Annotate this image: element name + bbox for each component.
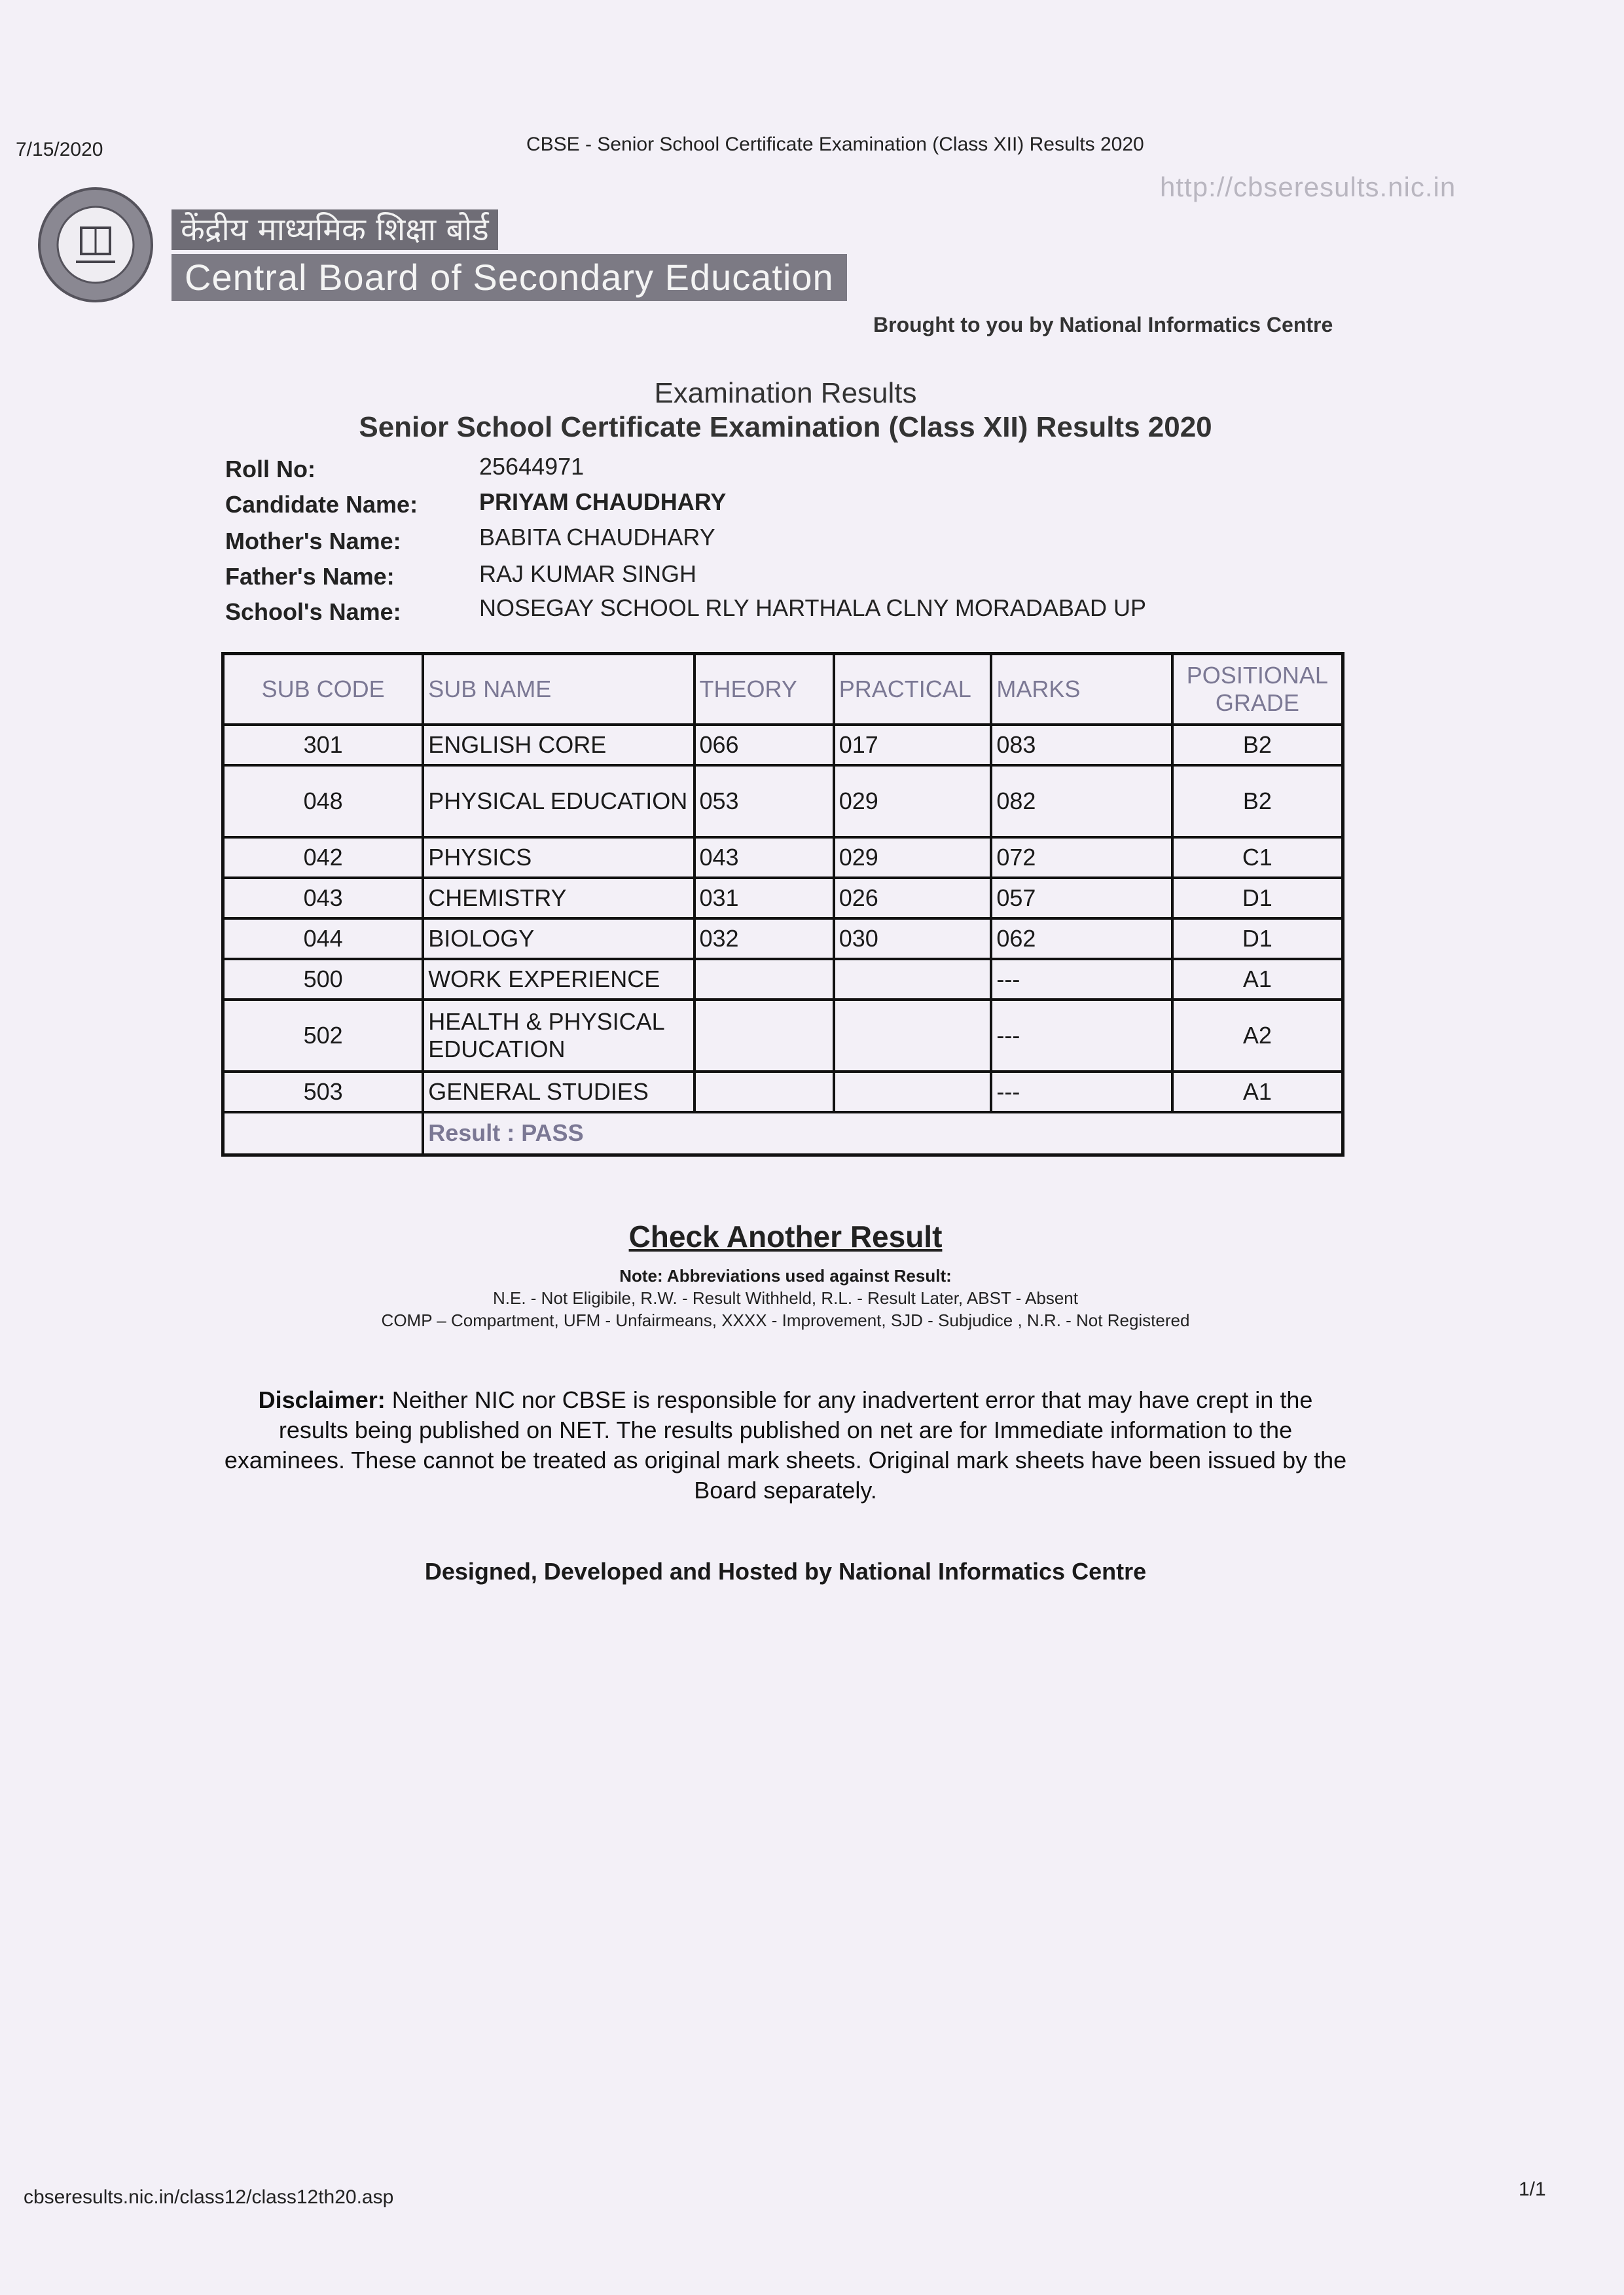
header-sub-code: SUB CODE xyxy=(223,654,424,725)
footer-url: cbseresults.nic.in/class12/class12th20.asp xyxy=(24,2186,394,2208)
sub-name: CHEMISTRY xyxy=(423,878,694,918)
check-another-result-link[interactable]: Check Another Result xyxy=(628,1220,943,1254)
theory xyxy=(695,1072,834,1112)
english-board-name: Central Board of Secondary Education xyxy=(171,254,847,301)
school-name-label: School's Name: xyxy=(225,598,401,625)
cbse-emblem-icon xyxy=(34,183,157,306)
table-header-row xyxy=(223,654,1343,725)
page-number: 1/1 xyxy=(1519,2178,1546,2200)
grade: A1 xyxy=(1172,959,1343,1000)
marks: 082 xyxy=(991,765,1172,837)
sub-code: 042 xyxy=(223,837,424,878)
theory: 043 xyxy=(695,837,834,878)
candidate-name-label: Candidate Name: xyxy=(225,491,418,518)
disclaimer-label: Disclaimer: xyxy=(258,1386,386,1413)
hindi-board-name: केंद्रीय माध्यमिक शिक्षा बोर्ड xyxy=(171,209,498,250)
table-row xyxy=(223,725,1343,765)
sub-code: 301 xyxy=(223,725,424,765)
grade: C1 xyxy=(1172,837,1343,878)
print-date: 7/15/2020 xyxy=(16,139,103,160)
mother-name-value: BABITA CHAUDHARY xyxy=(479,524,715,551)
marks: 083 xyxy=(991,725,1172,765)
sub-name: WORK EXPERIENCE xyxy=(423,959,694,1000)
practical xyxy=(834,959,992,1000)
sub-code: 043 xyxy=(223,878,424,918)
theory: 066 xyxy=(695,725,834,765)
sub-code: 502 xyxy=(223,1000,424,1072)
practical xyxy=(834,1000,992,1072)
theory: 031 xyxy=(695,878,834,918)
marks: 057 xyxy=(991,878,1172,918)
sub-code: 503 xyxy=(223,1072,424,1112)
sub-name: HEALTH & PHYSICAL EDUCATION xyxy=(423,1000,694,1072)
school-name-value: NOSEGAY SCHOOL RLY HARTHALA CLNY MORADABAD UP xyxy=(479,594,1146,621)
designed-by-text: Designed, Developed and Hosted by National Informatics Centre xyxy=(424,1558,1147,1585)
result-status: Result : PASS xyxy=(423,1112,1343,1155)
theory xyxy=(695,959,834,1000)
print-title: CBSE - Senior School Certificate Examination (Class XII) Results 2020 xyxy=(526,134,1144,155)
disclaimer-text: Neither NIC nor CBSE is responsible for any inadvertent error that may have crept in the results being published on NET. The results published on net are for Immediate information to the examinees. These cannot be treated as original mark sheets. Original mark sheets have been issued by the Board separately. xyxy=(224,1386,1347,1504)
practical: 029 xyxy=(834,837,992,878)
grade: D1 xyxy=(1172,878,1343,918)
practical xyxy=(834,1072,992,1112)
grade: B2 xyxy=(1172,765,1343,837)
sub-name: PHYSICAL EDUCATION xyxy=(423,765,694,837)
grade: B2 xyxy=(1172,725,1343,765)
table-row xyxy=(223,837,1343,878)
page-subtitle: Senior School Certificate Examination (Class XII) Results 2020 xyxy=(359,411,1212,443)
roll-label: Roll No: xyxy=(225,456,316,482)
sub-code: 048 xyxy=(223,765,424,837)
table-row xyxy=(223,1072,1343,1112)
marks: --- xyxy=(991,1072,1172,1112)
table-row xyxy=(223,878,1343,918)
disclaimer xyxy=(223,1385,1348,1506)
mother-name-label: Mother's Name: xyxy=(225,528,401,554)
sub-name: PHYSICS xyxy=(423,837,694,878)
grade: D1 xyxy=(1172,918,1343,959)
note-line-2: COMP – Compartment, UFM - Unfairmeans, XXXX - Improvement, SJD - Subjudice , N.R. - Not Registered xyxy=(381,1310,1190,1330)
grade: A2 xyxy=(1172,1000,1343,1072)
practical: 029 xyxy=(834,765,992,837)
results-table xyxy=(221,652,1344,1157)
marks: --- xyxy=(991,959,1172,1000)
marks: --- xyxy=(991,1000,1172,1072)
header-theory: THEORY xyxy=(695,654,834,725)
header-marks: MARKS xyxy=(991,654,1172,725)
brought-by-text: Brought to you by National Informatics Centre xyxy=(873,313,1333,336)
sub-code: 044 xyxy=(223,918,424,959)
page-title: Examination Results xyxy=(654,377,917,409)
table-row xyxy=(223,918,1343,959)
result-spacer-cell xyxy=(223,1112,424,1155)
practical: 026 xyxy=(834,878,992,918)
sub-name: BIOLOGY xyxy=(423,918,694,959)
father-name-label: Father's Name: xyxy=(225,563,395,590)
candidate-name-value: PRIYAM CHAUDHARY xyxy=(479,488,727,515)
marks: 062 xyxy=(991,918,1172,959)
header-practical: PRACTICAL xyxy=(834,654,992,725)
sub-code: 500 xyxy=(223,959,424,1000)
result-row xyxy=(223,1112,1343,1155)
sub-name: GENERAL STUDIES xyxy=(423,1072,694,1112)
site-url-link[interactable]: http://cbseresults.nic.in xyxy=(1160,172,1456,202)
practical: 030 xyxy=(834,918,992,959)
table-row xyxy=(223,959,1343,1000)
table-row xyxy=(223,765,1343,837)
father-name-value: RAJ KUMAR SINGH xyxy=(479,560,697,587)
header-positional-grade: POSITIONAL GRADE xyxy=(1172,654,1343,725)
practical: 017 xyxy=(834,725,992,765)
theory: 032 xyxy=(695,918,834,959)
sub-name: ENGLISH CORE xyxy=(423,725,694,765)
table-row xyxy=(223,1000,1343,1072)
note-title: Note: Abbreviations used against Result: xyxy=(619,1266,952,1286)
note-line-1: N.E. - Not Eligibile, R.W. - Result Withheld, R.L. - Result Later, ABST - Absent xyxy=(493,1288,1078,1308)
marks: 072 xyxy=(991,837,1172,878)
header-sub-name: SUB NAME xyxy=(423,654,694,725)
roll-value: 25644971 xyxy=(479,453,585,480)
grade: A1 xyxy=(1172,1072,1343,1112)
theory xyxy=(695,1000,834,1072)
theory: 053 xyxy=(695,765,834,837)
